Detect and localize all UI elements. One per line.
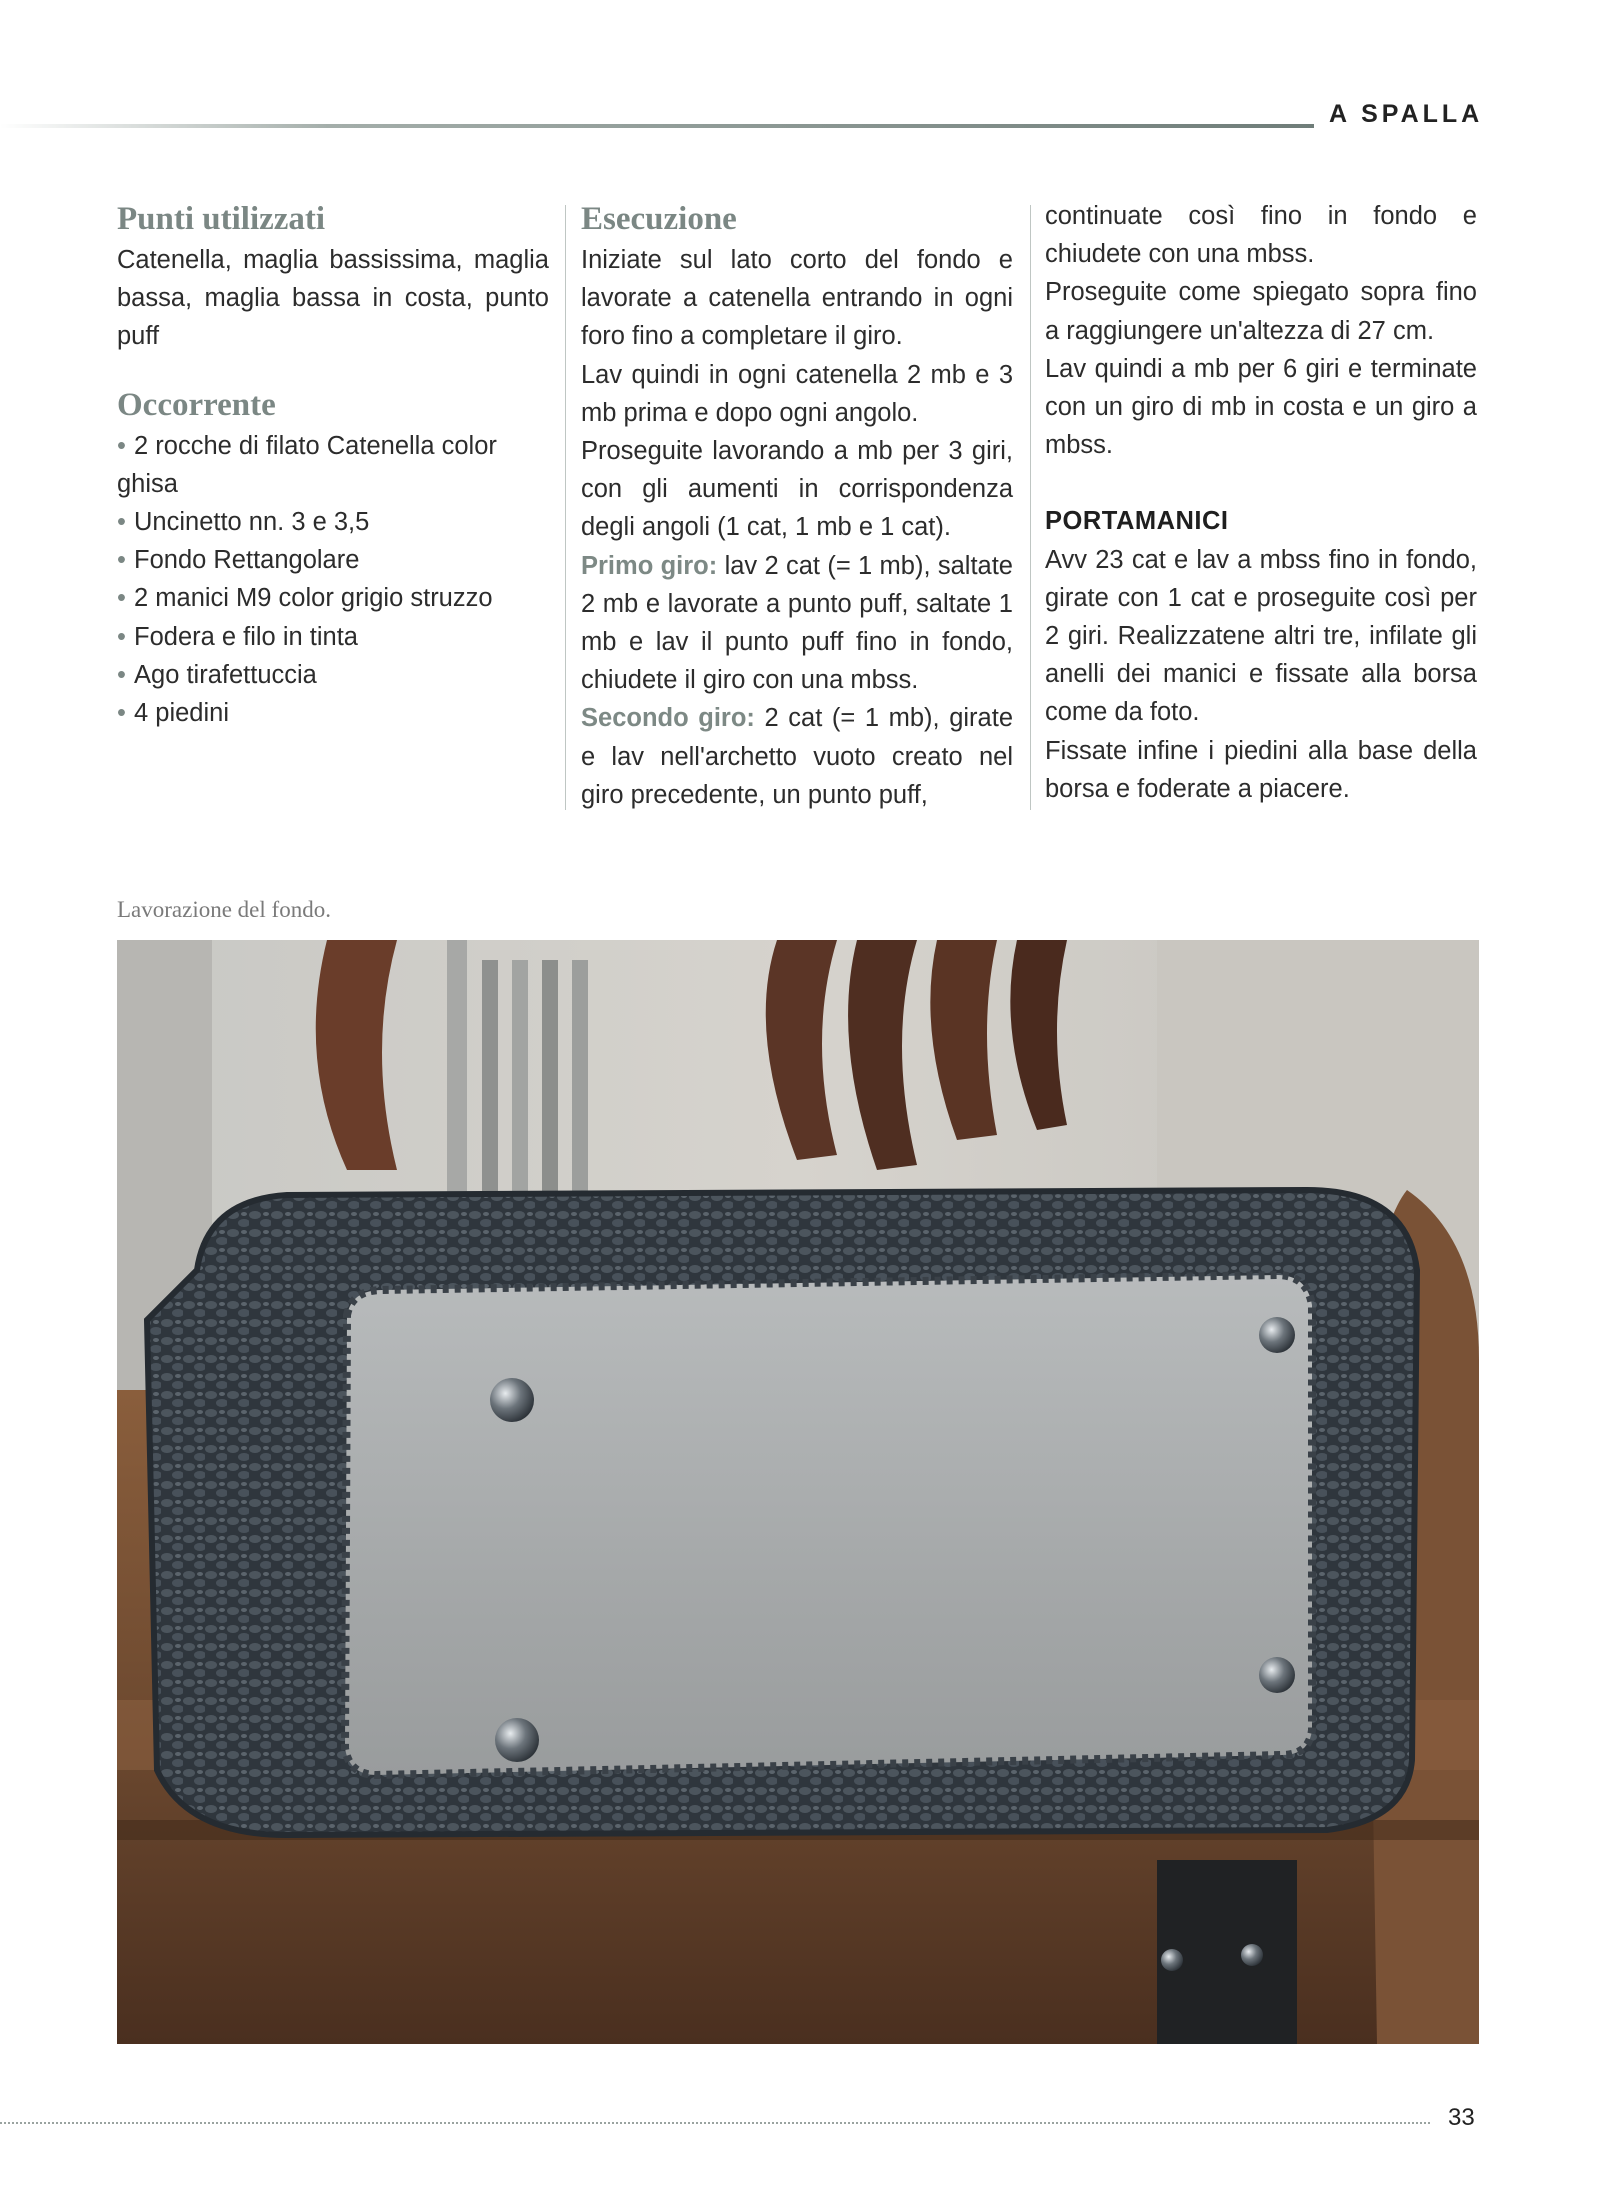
paragraph: continuate così fino in fondo e chiudete con una mbss. — [1045, 202, 1477, 269]
bullet-icon: • — [117, 660, 126, 689]
paragraph-round-2: Secondo giro: 2 cat (= 1 mb), girate e lav nell'archetto vuoto creato nel giro precedente, un punto puff, — [581, 704, 1013, 809]
paragraph: Proseguite come spiegato sopra fino a raggiungere un'altezza di 27 cm. — [1045, 278, 1477, 345]
materials-heading: Occorrente — [117, 386, 276, 423]
instructions-heading: Esecuzione — [581, 201, 737, 237]
list-item: • Fondo Rettangolare — [117, 541, 549, 579]
bag-foot-rivet — [495, 1718, 539, 1762]
paragraph-round-1: Primo giro: lav 2 cat (= 1 mb), saltate 2 mb e lavorate a punto puff, saltate 1 mb e lav il punto puff fino in fondo, chiudete il giro con una mbss. — [581, 551, 1013, 695]
list-item: • 2 rocche di filato Catenella color ghisa — [117, 427, 549, 503]
paragraph: Avv 23 cat e lav a mbss fino in fondo, girate con 1 cat e proseguite così per 2 giri. Realizzatene altri tre, infilate gli anelli dei manici e fissate alla borsa come da foto. — [1045, 545, 1477, 727]
list-item: • Fodera e filo in tinta — [117, 618, 549, 656]
footer-rule — [0, 2122, 1430, 2124]
bag-foot-rivet — [1259, 1317, 1295, 1353]
handle-holders-heading: PORTAMANICI — [1045, 507, 1229, 536]
bullet-icon: • — [117, 508, 126, 537]
stitches-heading: Punti utilizzati — [117, 201, 326, 237]
round-1-label: Primo giro: — [581, 551, 718, 580]
header-rule — [0, 124, 1314, 128]
stitches-text: Catenella, maglia bassissima, maglia bassa, maglia bassa in costa, punto puff — [117, 246, 549, 351]
paragraph: Lav quindi in ogni catenella 2 mb e 3 mb prima e dopo ogni angolo. — [581, 360, 1013, 427]
column-divider — [565, 205, 566, 810]
page-number: 33 — [1448, 2104, 1475, 2131]
paragraph: Fissate infine i piedini alla base della borsa e foderate a piacere. — [1045, 736, 1477, 803]
bullet-icon: • — [117, 584, 126, 613]
bullet-icon: • — [117, 699, 126, 728]
photo-caption: Lavorazione del fondo. — [117, 897, 331, 922]
bullet-icon: • — [117, 546, 126, 575]
list-item: • Uncinetto nn. 3 e 3,5 — [117, 503, 549, 541]
column-instructions — [581, 197, 1013, 814]
bullet-icon: • — [117, 622, 126, 651]
section-title: A SPALLA — [1329, 100, 1484, 128]
list-item: • 2 manici M9 color grigio struzzo — [117, 579, 549, 617]
bag-foot-rivet — [490, 1378, 534, 1422]
bag-foot-rivet — [1259, 1657, 1295, 1693]
list-item: • 4 piedini — [117, 694, 549, 732]
leather-base — [345, 1275, 1312, 1775]
paragraph: Lav quindi a mb per 6 giri e terminate con un giro di mb in costa e un giro a mbss. — [1045, 354, 1477, 460]
paragraph: Proseguite lavorando a mb per 3 giri, con gli aumenti in corrispondenza degli angoli (1 cat, 1 mb e 1 cat). — [581, 437, 1013, 542]
column-divider — [1030, 205, 1031, 810]
column-continuation — [1045, 197, 1477, 808]
column-materials — [117, 197, 549, 732]
bag-bottom-photo — [117, 940, 1479, 2044]
list-item: • Ago tirafettuccia — [117, 656, 549, 694]
round-2-label: Secondo giro: — [581, 704, 755, 733]
paragraph: Iniziate sul lato corto del fondo e lavorate a catenella entrando in ogni foro fino a completare il giro. — [581, 246, 1013, 351]
bullet-icon: • — [117, 431, 126, 460]
materials-list — [117, 427, 549, 733]
